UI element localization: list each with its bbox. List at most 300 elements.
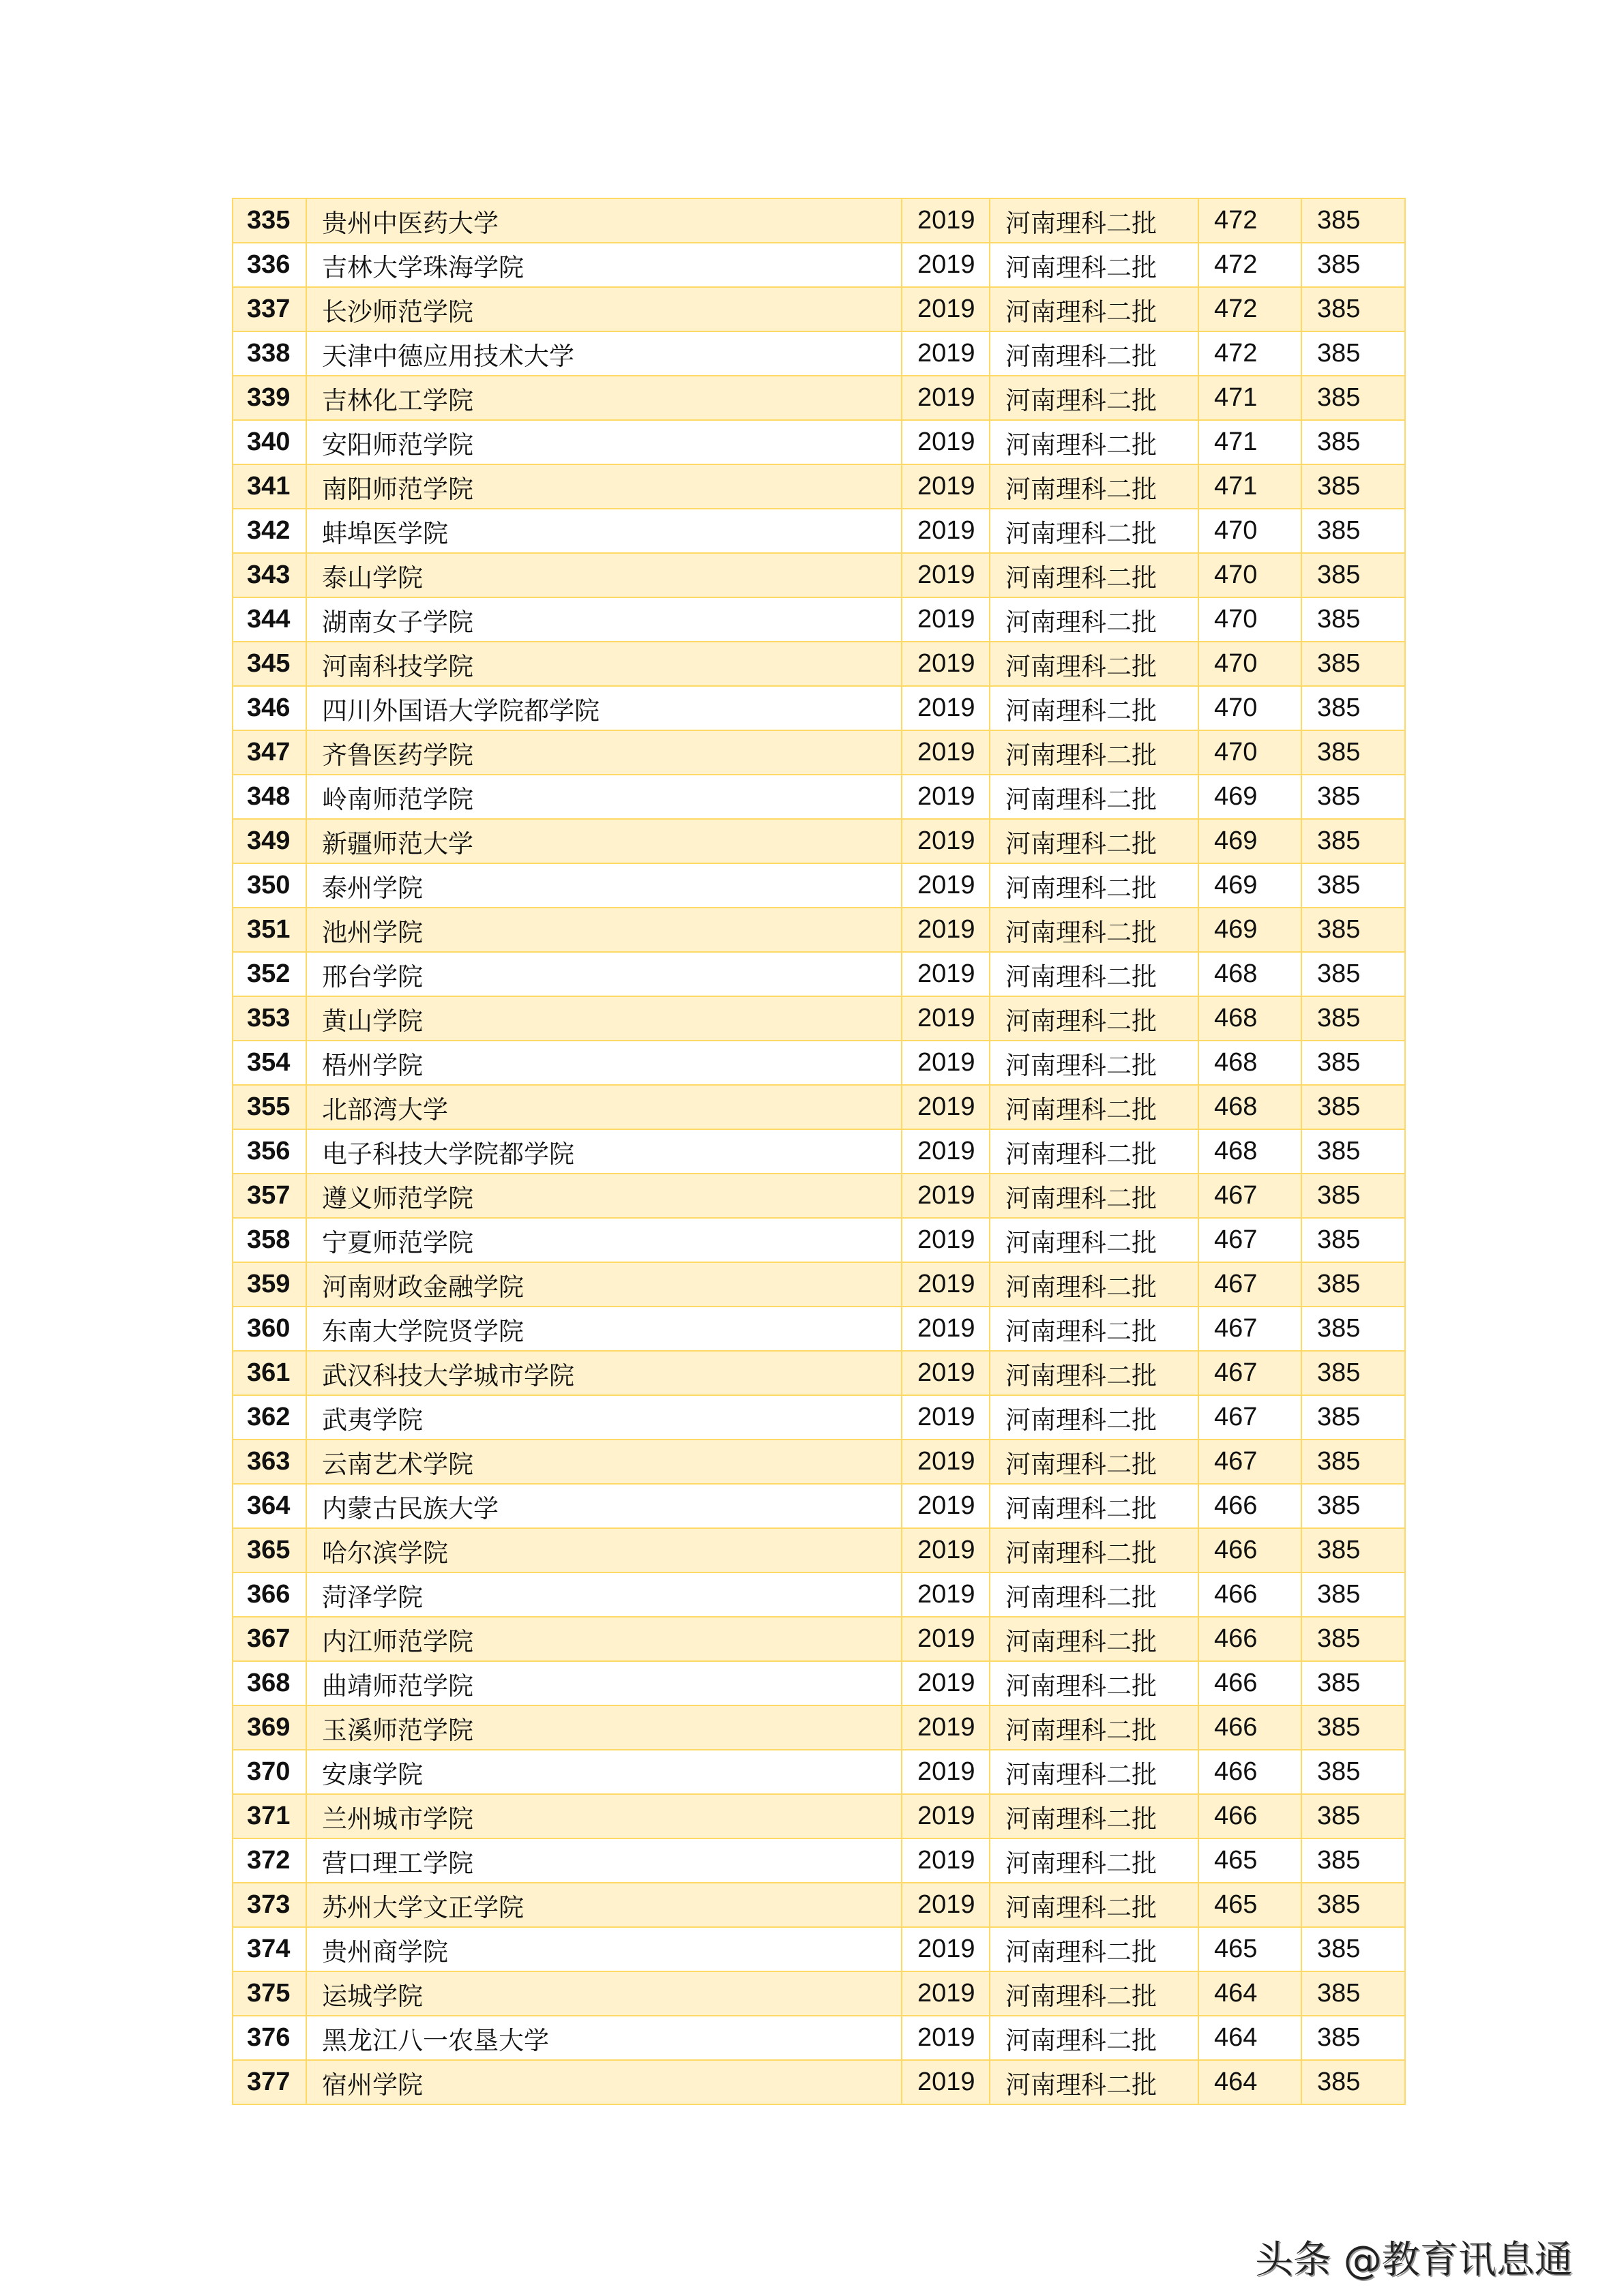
control-line-cell: 385 bbox=[1301, 952, 1405, 996]
min-score-cell: 469 bbox=[1198, 775, 1301, 819]
rank-cell: 358 bbox=[233, 1218, 306, 1262]
batch-cell: 河南理科二批 bbox=[990, 331, 1198, 376]
school-name-cell: 吉林化工学院 bbox=[306, 376, 902, 420]
table-row bbox=[233, 908, 1405, 952]
min-score-cell: 468 bbox=[1198, 952, 1301, 996]
control-line-cell: 385 bbox=[1301, 1218, 1405, 1262]
table-row bbox=[233, 1572, 1405, 1617]
table-row bbox=[233, 775, 1405, 819]
min-score-cell: 472 bbox=[1198, 287, 1301, 331]
school-name-cell: 岭南师范学院 bbox=[306, 775, 902, 819]
batch-cell: 河南理科二批 bbox=[990, 464, 1198, 509]
table-row bbox=[233, 1174, 1405, 1218]
rank-cell: 338 bbox=[233, 331, 306, 376]
table-row bbox=[233, 1794, 1405, 1838]
batch-cell: 河南理科二批 bbox=[990, 553, 1198, 597]
table-row bbox=[233, 1883, 1405, 1927]
school-name-cell: 河南科技学院 bbox=[306, 642, 902, 686]
control-line-cell: 385 bbox=[1301, 509, 1405, 553]
control-line-cell: 385 bbox=[1301, 1041, 1405, 1085]
batch-cell: 河南理科二批 bbox=[990, 1794, 1198, 1838]
control-line-cell: 385 bbox=[1301, 1750, 1405, 1794]
year-cell: 2019 bbox=[902, 996, 990, 1041]
control-line-cell: 385 bbox=[1301, 1883, 1405, 1927]
rank-cell: 364 bbox=[233, 1484, 306, 1528]
control-line-cell: 385 bbox=[1301, 1528, 1405, 1572]
table-row bbox=[233, 1351, 1405, 1395]
rank-cell: 374 bbox=[233, 1927, 306, 1971]
rank-cell: 353 bbox=[233, 996, 306, 1041]
min-score-cell: 467 bbox=[1198, 1395, 1301, 1440]
rank-cell: 375 bbox=[233, 1971, 306, 2016]
batch-cell: 河南理科二批 bbox=[990, 952, 1198, 996]
control-line-cell: 385 bbox=[1301, 1838, 1405, 1883]
admission-score-table bbox=[232, 198, 1406, 2105]
rank-cell: 354 bbox=[233, 1041, 306, 1085]
min-score-cell: 469 bbox=[1198, 819, 1301, 863]
school-name-cell: 池州学院 bbox=[306, 908, 902, 952]
school-name-cell: 安阳师范学院 bbox=[306, 420, 902, 464]
table-row bbox=[233, 1307, 1405, 1351]
rank-cell: 363 bbox=[233, 1440, 306, 1484]
rank-cell: 347 bbox=[233, 730, 306, 775]
table-row bbox=[233, 243, 1405, 287]
rank-cell: 359 bbox=[233, 1262, 306, 1307]
rank-cell: 350 bbox=[233, 863, 306, 908]
min-score-cell: 464 bbox=[1198, 1971, 1301, 2016]
table-row bbox=[233, 1838, 1405, 1883]
min-score-cell: 465 bbox=[1198, 1838, 1301, 1883]
control-line-cell: 385 bbox=[1301, 464, 1405, 509]
school-name-cell: 天津中德应用技术大学 bbox=[306, 331, 902, 376]
school-name-cell: 电子科技大学院都学院 bbox=[306, 1129, 902, 1174]
control-line-cell: 385 bbox=[1301, 1572, 1405, 1617]
min-score-cell: 466 bbox=[1198, 1528, 1301, 1572]
min-score-cell: 467 bbox=[1198, 1351, 1301, 1395]
year-cell: 2019 bbox=[902, 243, 990, 287]
batch-cell: 河南理科二批 bbox=[990, 1218, 1198, 1262]
batch-cell: 河南理科二批 bbox=[990, 642, 1198, 686]
control-line-cell: 385 bbox=[1301, 1484, 1405, 1528]
min-score-cell: 471 bbox=[1198, 464, 1301, 509]
rank-cell: 376 bbox=[233, 2016, 306, 2060]
batch-cell: 河南理科二批 bbox=[990, 1085, 1198, 1129]
batch-cell: 河南理科二批 bbox=[990, 2060, 1198, 2104]
control-line-cell: 385 bbox=[1301, 1971, 1405, 2016]
min-score-cell: 464 bbox=[1198, 2016, 1301, 2060]
batch-cell: 河南理科二批 bbox=[990, 686, 1198, 730]
control-line-cell: 385 bbox=[1301, 597, 1405, 642]
min-score-cell: 472 bbox=[1198, 243, 1301, 287]
table-row bbox=[233, 1262, 1405, 1307]
min-score-cell: 466 bbox=[1198, 1572, 1301, 1617]
table-row bbox=[233, 863, 1405, 908]
school-name-cell: 宿州学院 bbox=[306, 2060, 902, 2104]
table-row bbox=[233, 952, 1405, 996]
school-name-cell: 北部湾大学 bbox=[306, 1085, 902, 1129]
batch-cell: 河南理科二批 bbox=[990, 996, 1198, 1041]
table-row bbox=[233, 1705, 1405, 1750]
min-score-cell: 470 bbox=[1198, 553, 1301, 597]
rank-cell: 344 bbox=[233, 597, 306, 642]
school-name-cell: 黄山学院 bbox=[306, 996, 902, 1041]
control-line-cell: 385 bbox=[1301, 331, 1405, 376]
min-score-cell: 466 bbox=[1198, 1705, 1301, 1750]
control-line-cell: 385 bbox=[1301, 775, 1405, 819]
min-score-cell: 466 bbox=[1198, 1750, 1301, 1794]
year-cell: 2019 bbox=[902, 376, 990, 420]
school-name-cell: 河南财政金融学院 bbox=[306, 1262, 902, 1307]
school-name-cell: 长沙师范学院 bbox=[306, 287, 902, 331]
year-cell: 2019 bbox=[902, 819, 990, 863]
rank-cell: 368 bbox=[233, 1661, 306, 1705]
control-line-cell: 385 bbox=[1301, 1794, 1405, 1838]
control-line-cell: 385 bbox=[1301, 1351, 1405, 1395]
year-cell: 2019 bbox=[902, 464, 990, 509]
batch-cell: 河南理科二批 bbox=[990, 1705, 1198, 1750]
control-line-cell: 385 bbox=[1301, 908, 1405, 952]
batch-cell: 河南理科二批 bbox=[990, 1883, 1198, 1927]
rank-cell: 366 bbox=[233, 1572, 306, 1617]
table-row bbox=[233, 1395, 1405, 1440]
batch-cell: 河南理科二批 bbox=[990, 243, 1198, 287]
school-name-cell: 南阳师范学院 bbox=[306, 464, 902, 509]
batch-cell: 河南理科二批 bbox=[990, 775, 1198, 819]
school-name-cell: 齐鲁医药学院 bbox=[306, 730, 902, 775]
school-name-cell: 苏州大学文正学院 bbox=[306, 1883, 902, 1927]
batch-cell: 河南理科二批 bbox=[990, 1129, 1198, 1174]
year-cell: 2019 bbox=[902, 908, 990, 952]
year-cell: 2019 bbox=[902, 1218, 990, 1262]
rank-cell: 356 bbox=[233, 1129, 306, 1174]
year-cell: 2019 bbox=[902, 2060, 990, 2104]
rank-cell: 342 bbox=[233, 509, 306, 553]
year-cell: 2019 bbox=[902, 1129, 990, 1174]
min-score-cell: 467 bbox=[1198, 1440, 1301, 1484]
batch-cell: 河南理科二批 bbox=[990, 863, 1198, 908]
school-name-cell: 武汉科技大学城市学院 bbox=[306, 1351, 902, 1395]
batch-cell: 河南理科二批 bbox=[990, 1617, 1198, 1661]
batch-cell: 河南理科二批 bbox=[990, 1661, 1198, 1705]
year-cell: 2019 bbox=[902, 331, 990, 376]
min-score-cell: 471 bbox=[1198, 420, 1301, 464]
min-score-cell: 468 bbox=[1198, 1085, 1301, 1129]
year-cell: 2019 bbox=[902, 509, 990, 553]
min-score-cell: 468 bbox=[1198, 1041, 1301, 1085]
table-row bbox=[233, 420, 1405, 464]
control-line-cell: 385 bbox=[1301, 1395, 1405, 1440]
table-row bbox=[233, 1528, 1405, 1572]
batch-cell: 河南理科二批 bbox=[990, 1484, 1198, 1528]
year-cell: 2019 bbox=[902, 1971, 990, 2016]
min-score-cell: 468 bbox=[1198, 996, 1301, 1041]
control-line-cell: 385 bbox=[1301, 686, 1405, 730]
rank-cell: 369 bbox=[233, 1705, 306, 1750]
batch-cell: 河南理科二批 bbox=[990, 1572, 1198, 1617]
rank-cell: 355 bbox=[233, 1085, 306, 1129]
batch-cell: 河南理科二批 bbox=[990, 1528, 1198, 1572]
batch-cell: 河南理科二批 bbox=[990, 1174, 1198, 1218]
control-line-cell: 385 bbox=[1301, 642, 1405, 686]
table-row bbox=[233, 1085, 1405, 1129]
year-cell: 2019 bbox=[902, 1041, 990, 1085]
batch-cell: 河南理科二批 bbox=[990, 597, 1198, 642]
min-score-cell: 470 bbox=[1198, 597, 1301, 642]
rank-cell: 337 bbox=[233, 287, 306, 331]
control-line-cell: 385 bbox=[1301, 1617, 1405, 1661]
min-score-cell: 469 bbox=[1198, 863, 1301, 908]
batch-cell: 河南理科二批 bbox=[990, 509, 1198, 553]
rank-cell: 340 bbox=[233, 420, 306, 464]
min-score-cell: 467 bbox=[1198, 1262, 1301, 1307]
school-name-cell: 运城学院 bbox=[306, 1971, 902, 2016]
control-line-cell: 385 bbox=[1301, 1174, 1405, 1218]
school-name-cell: 东南大学院贤学院 bbox=[306, 1307, 902, 1351]
school-name-cell: 兰州城市学院 bbox=[306, 1794, 902, 1838]
year-cell: 2019 bbox=[902, 1661, 990, 1705]
rank-cell: 377 bbox=[233, 2060, 306, 2104]
batch-cell: 河南理科二批 bbox=[990, 1750, 1198, 1794]
school-name-cell: 邢台学院 bbox=[306, 952, 902, 996]
rank-cell: 348 bbox=[233, 775, 306, 819]
batch-cell: 河南理科二批 bbox=[990, 908, 1198, 952]
year-cell: 2019 bbox=[902, 1262, 990, 1307]
table-row bbox=[233, 1129, 1405, 1174]
rank-cell: 349 bbox=[233, 819, 306, 863]
year-cell: 2019 bbox=[902, 1750, 990, 1794]
min-score-cell: 467 bbox=[1198, 1174, 1301, 1218]
school-name-cell: 宁夏师范学院 bbox=[306, 1218, 902, 1262]
table-row bbox=[233, 1440, 1405, 1484]
rank-cell: 370 bbox=[233, 1750, 306, 1794]
year-cell: 2019 bbox=[902, 1351, 990, 1395]
table-row bbox=[233, 331, 1405, 376]
control-line-cell: 385 bbox=[1301, 2060, 1405, 2104]
rank-cell: 360 bbox=[233, 1307, 306, 1351]
year-cell: 2019 bbox=[902, 1440, 990, 1484]
rank-cell: 343 bbox=[233, 553, 306, 597]
year-cell: 2019 bbox=[902, 1528, 990, 1572]
school-name-cell: 菏泽学院 bbox=[306, 1572, 902, 1617]
batch-cell: 河南理科二批 bbox=[990, 1351, 1198, 1395]
min-score-cell: 471 bbox=[1198, 376, 1301, 420]
year-cell: 2019 bbox=[902, 1572, 990, 1617]
table-row bbox=[233, 642, 1405, 686]
batch-cell: 河南理科二批 bbox=[990, 420, 1198, 464]
table-row bbox=[233, 1041, 1405, 1085]
watermark: 头条 @教育讯息通 bbox=[1255, 2238, 1573, 2282]
school-name-cell: 梧州学院 bbox=[306, 1041, 902, 1085]
school-name-cell: 内蒙古民族大学 bbox=[306, 1484, 902, 1528]
year-cell: 2019 bbox=[902, 1794, 990, 1838]
min-score-cell: 470 bbox=[1198, 642, 1301, 686]
batch-cell: 河南理科二批 bbox=[990, 730, 1198, 775]
min-score-cell: 468 bbox=[1198, 1129, 1301, 1174]
batch-cell: 河南理科二批 bbox=[990, 1041, 1198, 1085]
year-cell: 2019 bbox=[902, 1838, 990, 1883]
min-score-cell: 466 bbox=[1198, 1661, 1301, 1705]
school-name-cell: 玉溪师范学院 bbox=[306, 1705, 902, 1750]
year-cell: 2019 bbox=[902, 1883, 990, 1927]
year-cell: 2019 bbox=[902, 2016, 990, 2060]
year-cell: 2019 bbox=[902, 775, 990, 819]
control-line-cell: 385 bbox=[1301, 1085, 1405, 1129]
school-name-cell: 贵州商学院 bbox=[306, 1927, 902, 1971]
table-row bbox=[233, 509, 1405, 553]
year-cell: 2019 bbox=[902, 1927, 990, 1971]
rank-cell: 341 bbox=[233, 464, 306, 509]
school-name-cell: 四川外国语大学院都学院 bbox=[306, 686, 902, 730]
rank-cell: 346 bbox=[233, 686, 306, 730]
control-line-cell: 385 bbox=[1301, 1307, 1405, 1351]
control-line-cell: 385 bbox=[1301, 730, 1405, 775]
control-line-cell: 385 bbox=[1301, 819, 1405, 863]
school-name-cell: 哈尔滨学院 bbox=[306, 1528, 902, 1572]
school-name-cell: 武夷学院 bbox=[306, 1395, 902, 1440]
year-cell: 2019 bbox=[902, 1484, 990, 1528]
table-row bbox=[233, 1661, 1405, 1705]
school-name-cell: 营口理工学院 bbox=[306, 1838, 902, 1883]
min-score-cell: 467 bbox=[1198, 1218, 1301, 1262]
table-row bbox=[233, 553, 1405, 597]
batch-cell: 河南理科二批 bbox=[990, 287, 1198, 331]
year-cell: 2019 bbox=[902, 1174, 990, 1218]
batch-cell: 河南理科二批 bbox=[990, 1440, 1198, 1484]
table-row bbox=[233, 1218, 1405, 1262]
rank-cell: 371 bbox=[233, 1794, 306, 1838]
year-cell: 2019 bbox=[902, 863, 990, 908]
batch-cell: 河南理科二批 bbox=[990, 198, 1198, 243]
school-name-cell: 吉林大学珠海学院 bbox=[306, 243, 902, 287]
table-row bbox=[233, 686, 1405, 730]
table-row bbox=[233, 1484, 1405, 1528]
year-cell: 2019 bbox=[902, 686, 990, 730]
table-row bbox=[233, 2016, 1405, 2060]
min-score-cell: 466 bbox=[1198, 1617, 1301, 1661]
rank-cell: 372 bbox=[233, 1838, 306, 1883]
min-score-cell: 465 bbox=[1198, 1927, 1301, 1971]
school-name-cell: 湖南女子学院 bbox=[306, 597, 902, 642]
rank-cell: 352 bbox=[233, 952, 306, 996]
table-row bbox=[233, 819, 1405, 863]
min-score-cell: 466 bbox=[1198, 1484, 1301, 1528]
batch-cell: 河南理科二批 bbox=[990, 1395, 1198, 1440]
batch-cell: 河南理科二批 bbox=[990, 1262, 1198, 1307]
min-score-cell: 470 bbox=[1198, 730, 1301, 775]
table-row bbox=[233, 730, 1405, 775]
batch-cell: 河南理科二批 bbox=[990, 1307, 1198, 1351]
control-line-cell: 385 bbox=[1301, 198, 1405, 243]
batch-cell: 河南理科二批 bbox=[990, 2016, 1198, 2060]
school-name-cell: 内江师范学院 bbox=[306, 1617, 902, 1661]
min-score-cell: 472 bbox=[1198, 198, 1301, 243]
school-name-cell: 泰州学院 bbox=[306, 863, 902, 908]
control-line-cell: 385 bbox=[1301, 376, 1405, 420]
rank-cell: 367 bbox=[233, 1617, 306, 1661]
control-line-cell: 385 bbox=[1301, 287, 1405, 331]
control-line-cell: 385 bbox=[1301, 2016, 1405, 2060]
rank-cell: 357 bbox=[233, 1174, 306, 1218]
min-score-cell: 465 bbox=[1198, 1883, 1301, 1927]
rank-cell: 361 bbox=[233, 1351, 306, 1395]
control-line-cell: 385 bbox=[1301, 1927, 1405, 1971]
year-cell: 2019 bbox=[902, 642, 990, 686]
control-line-cell: 385 bbox=[1301, 1440, 1405, 1484]
school-name-cell: 新疆师范大学 bbox=[306, 819, 902, 863]
rank-cell: 336 bbox=[233, 243, 306, 287]
school-name-cell: 曲靖师范学院 bbox=[306, 1661, 902, 1705]
year-cell: 2019 bbox=[902, 287, 990, 331]
min-score-cell: 466 bbox=[1198, 1794, 1301, 1838]
table-row bbox=[233, 1927, 1405, 1971]
table-row bbox=[233, 1750, 1405, 1794]
rank-cell: 373 bbox=[233, 1883, 306, 1927]
table-row bbox=[233, 2060, 1405, 2104]
table-row bbox=[233, 287, 1405, 331]
control-line-cell: 385 bbox=[1301, 996, 1405, 1041]
table-row bbox=[233, 1971, 1405, 2016]
control-line-cell: 385 bbox=[1301, 243, 1405, 287]
year-cell: 2019 bbox=[902, 1307, 990, 1351]
batch-cell: 河南理科二批 bbox=[990, 1971, 1198, 2016]
table-row bbox=[233, 376, 1405, 420]
rank-cell: 339 bbox=[233, 376, 306, 420]
control-line-cell: 385 bbox=[1301, 863, 1405, 908]
min-score-cell: 464 bbox=[1198, 2060, 1301, 2104]
year-cell: 2019 bbox=[902, 1395, 990, 1440]
table-row bbox=[233, 1617, 1405, 1661]
school-name-cell: 安康学院 bbox=[306, 1750, 902, 1794]
year-cell: 2019 bbox=[902, 1705, 990, 1750]
min-score-cell: 469 bbox=[1198, 908, 1301, 952]
school-name-cell: 贵州中医药大学 bbox=[306, 198, 902, 243]
year-cell: 2019 bbox=[902, 553, 990, 597]
control-line-cell: 385 bbox=[1301, 1129, 1405, 1174]
year-cell: 2019 bbox=[902, 1085, 990, 1129]
batch-cell: 河南理科二批 bbox=[990, 1838, 1198, 1883]
min-score-cell: 470 bbox=[1198, 509, 1301, 553]
table-row bbox=[233, 996, 1405, 1041]
table-row bbox=[233, 464, 1405, 509]
year-cell: 2019 bbox=[902, 597, 990, 642]
rank-cell: 362 bbox=[233, 1395, 306, 1440]
year-cell: 2019 bbox=[902, 420, 990, 464]
min-score-cell: 467 bbox=[1198, 1307, 1301, 1351]
school-name-cell: 蚌埠医学院 bbox=[306, 509, 902, 553]
control-line-cell: 385 bbox=[1301, 553, 1405, 597]
batch-cell: 河南理科二批 bbox=[990, 819, 1198, 863]
rank-cell: 365 bbox=[233, 1528, 306, 1572]
min-score-cell: 472 bbox=[1198, 331, 1301, 376]
year-cell: 2019 bbox=[902, 952, 990, 996]
control-line-cell: 385 bbox=[1301, 1262, 1405, 1307]
year-cell: 2019 bbox=[902, 198, 990, 243]
school-name-cell: 云南艺术学院 bbox=[306, 1440, 902, 1484]
min-score-cell: 470 bbox=[1198, 686, 1301, 730]
year-cell: 2019 bbox=[902, 730, 990, 775]
batch-cell: 河南理科二批 bbox=[990, 376, 1198, 420]
year-cell: 2019 bbox=[902, 1617, 990, 1661]
control-line-cell: 385 bbox=[1301, 420, 1405, 464]
school-name-cell: 泰山学院 bbox=[306, 553, 902, 597]
rank-cell: 351 bbox=[233, 908, 306, 952]
batch-cell: 河南理科二批 bbox=[990, 1927, 1198, 1971]
control-line-cell: 385 bbox=[1301, 1661, 1405, 1705]
rank-cell: 345 bbox=[233, 642, 306, 686]
school-name-cell: 黑龙江八一农垦大学 bbox=[306, 2016, 902, 2060]
table-row bbox=[233, 597, 1405, 642]
control-line-cell: 385 bbox=[1301, 1705, 1405, 1750]
